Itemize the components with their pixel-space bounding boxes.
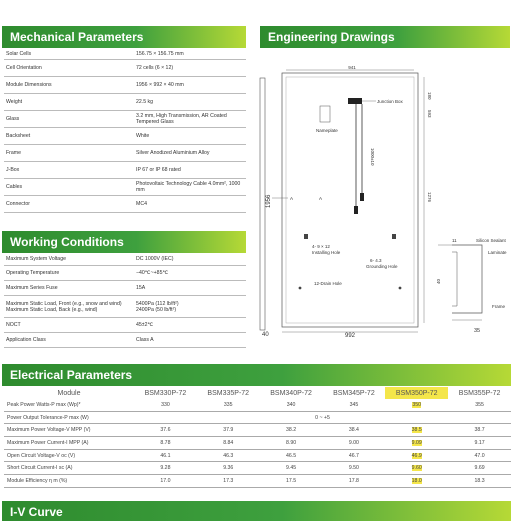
mech-row bbox=[4, 145, 246, 162]
param-value: 17.3 bbox=[197, 475, 260, 488]
param-value: 17.5 bbox=[260, 475, 323, 488]
mech-value: 72 cells (6 × 12) bbox=[136, 65, 174, 71]
mech-label: Backsheet bbox=[6, 133, 31, 139]
param-label: Power Output Tolerance-P max (W) bbox=[4, 411, 134, 424]
dim-941: 941 bbox=[348, 65, 356, 70]
work-row bbox=[4, 281, 246, 296]
dim-593: 593 bbox=[427, 110, 432, 118]
side-profile bbox=[260, 78, 265, 330]
work-row bbox=[4, 318, 246, 333]
work-label-line: Maximum Static Load, Back (e.g., wind) bbox=[6, 306, 98, 313]
highlight-value: 9.60 bbox=[411, 465, 422, 472]
mechanical-header: Mechanical Parameters bbox=[2, 26, 246, 48]
work-row bbox=[4, 296, 246, 318]
model-col-header: BSM350P-72 bbox=[385, 387, 448, 399]
mech-label: Cell Orientation bbox=[6, 65, 42, 71]
mech-label: Connector bbox=[6, 201, 30, 207]
module-col-header: Module bbox=[57, 389, 81, 397]
nameplate-label: Nameplate bbox=[316, 128, 338, 133]
table-row bbox=[4, 475, 511, 488]
table-row bbox=[4, 411, 511, 424]
param-value: 37.9 bbox=[197, 424, 260, 437]
param-value: 18.3 bbox=[448, 475, 511, 488]
param-value: 37.6 bbox=[134, 424, 197, 437]
model-col-header: BSM345P-72 bbox=[333, 389, 375, 397]
highlight-value: 18.0 bbox=[411, 477, 422, 484]
mech-value: MC4 bbox=[136, 201, 147, 207]
work-label: Application Class bbox=[6, 337, 46, 343]
table-row bbox=[4, 424, 511, 437]
param-value: 8.90 bbox=[260, 437, 323, 450]
param-value: 345 bbox=[322, 399, 385, 411]
param-value: 9.17 bbox=[448, 437, 511, 450]
param-value: 46.3 bbox=[197, 449, 260, 462]
working-header: Working Conditions bbox=[2, 231, 246, 253]
sec-11: 11 bbox=[452, 238, 457, 243]
param-value: 38.4 bbox=[322, 424, 385, 437]
param-value: 38.2 bbox=[260, 424, 323, 437]
drain-hole-label: 12-Drain Hole bbox=[314, 281, 342, 286]
param-value: 355 bbox=[448, 399, 511, 411]
highlight-value: 38.5 bbox=[411, 427, 422, 434]
work-value: 15A bbox=[136, 285, 146, 291]
table-row bbox=[4, 437, 511, 450]
mech-label: Glass bbox=[6, 116, 20, 122]
param-value: 38.7 bbox=[448, 424, 511, 437]
electrical-header: Electrical Parameters bbox=[2, 364, 511, 386]
mech-label: Frame bbox=[6, 150, 21, 156]
param-value bbox=[385, 399, 448, 411]
dim-180: 180 bbox=[427, 92, 432, 100]
param-label: Maximum Power Voltage-V MPP (V) bbox=[4, 424, 134, 437]
param-value: 46.5 bbox=[260, 449, 323, 462]
param-span-value: 0 ~ +5 bbox=[134, 411, 511, 424]
mech-row bbox=[4, 48, 246, 60]
param-value: 8.78 bbox=[134, 437, 197, 450]
mech-label: Solar Cells bbox=[6, 50, 32, 57]
param-value: 17.0 bbox=[134, 475, 197, 488]
mech-value: 1956 × 992 × 40 mm bbox=[136, 82, 184, 88]
module-inner bbox=[286, 77, 414, 323]
param-label: Open Circuit Voltage-V oc (V) bbox=[4, 449, 134, 462]
mech-row bbox=[4, 128, 246, 145]
mech-value: 3.2 mm, High Transmission, AR Coated Tempered Glass bbox=[136, 113, 227, 125]
junction-box bbox=[348, 98, 362, 104]
work-row bbox=[4, 266, 246, 281]
engineering-drawing bbox=[252, 48, 510, 348]
param-value: 9.36 bbox=[197, 462, 260, 475]
work-row bbox=[4, 333, 246, 348]
cable-length: 1000±10 bbox=[370, 148, 375, 166]
nameplate bbox=[320, 106, 330, 122]
mech-label: Module Dimensions bbox=[6, 82, 52, 88]
param-value bbox=[385, 424, 448, 437]
param-value: 335 bbox=[197, 399, 260, 411]
work-label: Maximum System Voltage bbox=[6, 256, 66, 262]
work-row bbox=[4, 253, 246, 266]
model-col-header: BSM355P-72 bbox=[458, 389, 501, 397]
param-label: Maximum Power Current-I MPP (A) bbox=[4, 437, 134, 450]
electrical-table bbox=[4, 387, 511, 488]
iv-header: I-V Curve bbox=[2, 501, 511, 521]
work-value: 45±2℃ bbox=[136, 322, 154, 328]
param-value: 340 bbox=[260, 399, 323, 411]
mech-row bbox=[4, 94, 246, 111]
param-value: 47.0 bbox=[448, 449, 511, 462]
table-row bbox=[4, 449, 511, 462]
param-value: 9.28 bbox=[134, 462, 197, 475]
param-value: 9.45 bbox=[260, 462, 323, 475]
work-value: −40℃~+85℃ bbox=[136, 270, 169, 276]
mech-value: 22.5 kg bbox=[136, 99, 154, 105]
mech-value: Photovoltaic Technology Cable 4.0mm², 1000 mm bbox=[136, 181, 241, 193]
work-value bbox=[136, 301, 246, 313]
param-value bbox=[385, 475, 448, 488]
mech-value: White bbox=[136, 133, 150, 139]
ground-hole-label: 6- 4.3 bbox=[370, 258, 382, 263]
mechanical-table bbox=[4, 48, 246, 213]
mech-value: 156.75 × 156.75 mm bbox=[136, 50, 184, 57]
model-col-header: BSM340P-72 bbox=[270, 389, 312, 397]
sec-35: 35 bbox=[474, 328, 481, 334]
junction-box-label: Junction Box bbox=[377, 99, 403, 104]
model-col-header: BSM330P-72 bbox=[144, 389, 187, 397]
install-hole-label2: Installing Hole bbox=[312, 250, 341, 255]
work-label bbox=[4, 301, 136, 313]
section-a: A bbox=[290, 196, 294, 201]
mech-value: IP 67 or IP 68 rated bbox=[136, 167, 181, 173]
module-outline bbox=[282, 73, 418, 327]
param-value bbox=[385, 462, 448, 475]
work-value-line: 2400Pa (50 lb/ft²) bbox=[136, 306, 177, 313]
drawings-header: Engineering Drawings bbox=[260, 26, 510, 48]
work-label-line: Maximum Static Load, Front (e.g., snow and wind) bbox=[6, 300, 122, 307]
param-value bbox=[385, 449, 448, 462]
param-value: 9.50 bbox=[322, 462, 385, 475]
dim-40: 40 bbox=[262, 332, 269, 338]
work-value: DC 1000V (IEC) bbox=[136, 256, 174, 262]
param-value: 46.1 bbox=[134, 449, 197, 462]
ground-hole-label2: Grounding Hole bbox=[366, 264, 398, 269]
dim-1956: 1956 bbox=[266, 194, 272, 208]
mech-row bbox=[4, 60, 246, 77]
param-value: 330 bbox=[134, 399, 197, 411]
mech-label: Cables bbox=[6, 184, 23, 190]
mech-row bbox=[4, 179, 246, 196]
frame-section bbox=[452, 245, 482, 313]
param-value: 46.7 bbox=[322, 449, 385, 462]
sec-40: 40 bbox=[436, 278, 441, 284]
model-col-header: BSM335P-72 bbox=[207, 389, 250, 397]
work-label: Operating Temperature bbox=[6, 270, 60, 276]
install-hole-label: 4- 9 × 12 bbox=[312, 244, 330, 249]
mech-row bbox=[4, 77, 246, 94]
table-row bbox=[4, 462, 511, 475]
mech-value: Silver Anodized Aluminium Alloy bbox=[136, 150, 210, 156]
frame-label: Frame bbox=[492, 304, 506, 309]
working-table bbox=[4, 253, 246, 348]
dim-1276: 1276 bbox=[427, 192, 432, 203]
mech-row bbox=[4, 111, 246, 128]
work-value-line: 5400Pa (112 lb/ft²) bbox=[136, 300, 179, 307]
work-value: Class A bbox=[136, 337, 154, 343]
work-label: NOCT bbox=[6, 322, 21, 328]
highlight-value: 350 bbox=[412, 401, 422, 408]
param-value bbox=[385, 437, 448, 450]
param-label: Module Efficiency η m (%) bbox=[4, 475, 134, 488]
mech-label: J-Box bbox=[6, 167, 20, 173]
param-label: Short Circuit Current-I sc (A) bbox=[4, 462, 134, 475]
highlight-value: 9.09 bbox=[411, 439, 422, 446]
param-value: 17.8 bbox=[322, 475, 385, 488]
param-label: Peak Power Watts-P max (Wp)* bbox=[4, 399, 134, 411]
param-value: 9.69 bbox=[448, 462, 511, 475]
work-label: Maximum Series Fuse bbox=[6, 285, 58, 291]
mech-row bbox=[4, 196, 246, 213]
param-value: 8.84 bbox=[197, 437, 260, 450]
sealant-label: Silicon Sealant bbox=[476, 238, 506, 243]
dim-992: 992 bbox=[344, 333, 356, 339]
mech-row bbox=[4, 162, 246, 179]
mech-label: Weight bbox=[6, 99, 23, 105]
table-row bbox=[4, 399, 511, 411]
laminate-label: Laminate bbox=[488, 250, 507, 255]
section-a2: A bbox=[319, 196, 323, 201]
highlight-value: 46.9 bbox=[411, 452, 422, 459]
param-value: 9.00 bbox=[322, 437, 385, 450]
